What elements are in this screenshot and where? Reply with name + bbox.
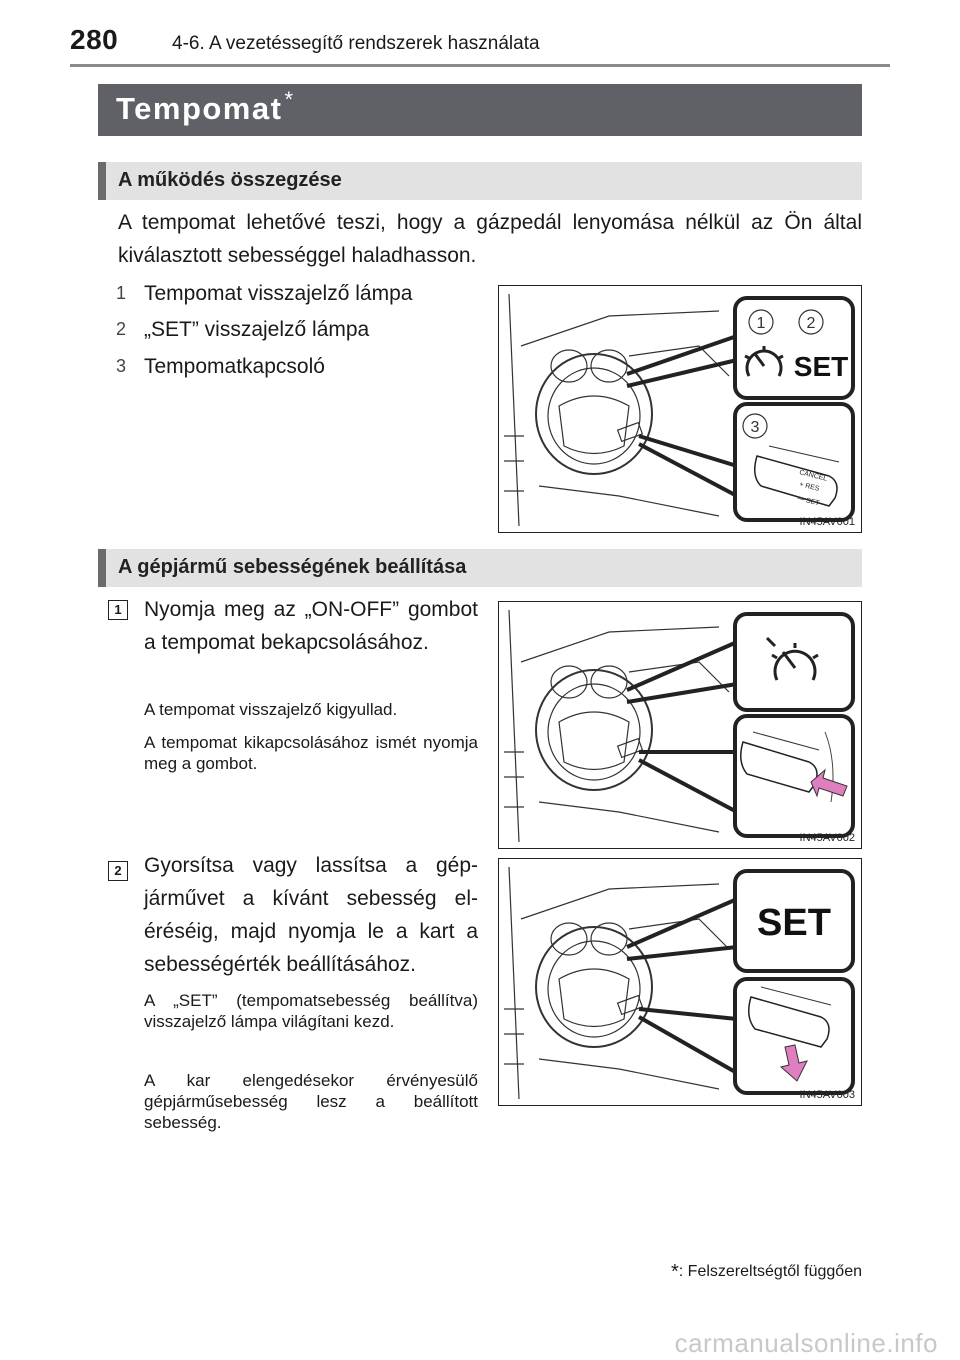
section-accent: [98, 549, 106, 587]
footnote: [671, 1259, 862, 1282]
figure-code: IN45AV001: [799, 516, 855, 528]
section-heading-text: A működés összegzése: [118, 169, 342, 191]
stalk-label: — SET: [796, 495, 821, 508]
figure-code: IN45AV002: [799, 832, 855, 844]
dashboard-illustration: [499, 859, 861, 1105]
set-indicator-text: SET: [757, 902, 831, 944]
section-heading-speed-setting: [98, 549, 862, 587]
step-note: A „SET” (tempomatsebesség beállítva) visszajelző lámpa világítani kezd.: [144, 991, 478, 1031]
chapter-title: 4-6. A vezetéssegítő rendszerek használata: [172, 33, 540, 54]
page-title-text: Tempomat: [116, 91, 283, 126]
dashboard-illustration: [499, 602, 861, 848]
item-number: 1: [115, 283, 126, 303]
step-note: A tempomat kikapcsolásához ismét nyomja meg a gombot.: [144, 733, 478, 773]
page-title: [116, 87, 295, 127]
stalk-label: + RES: [798, 481, 821, 493]
item-label: Tempomatkapcsoló: [144, 355, 325, 378]
dashboard-illustration: [499, 286, 861, 532]
item-label: „SET” visszajelző lámpa: [144, 318, 370, 341]
step-number: 2: [108, 861, 128, 881]
step-number: 1: [108, 600, 128, 620]
figure-on-off-button: [498, 601, 862, 849]
footnote-text: : Felszereltségtől függően: [678, 1263, 862, 1280]
watermark: carmanualsonline.info: [674, 1328, 938, 1358]
callout-number: 3: [750, 419, 760, 436]
intro-paragraph: A tempomat lehetővé teszi, hogy a gázpedál lenyomása nélkül az Ön által kiválasztott sebességgel haladhasson.: [118, 211, 862, 267]
section-heading-summary: [98, 162, 862, 200]
asterisk-icon: *: [670, 1261, 679, 1283]
step-note: A tempomat visszajelző kigyullad.: [144, 700, 398, 719]
step-note: A kar elengedésekor érvényesülő gépjárműsebesség lesz a beállított sebesség.: [144, 1071, 478, 1132]
set-indicator-text: SET: [793, 351, 849, 382]
asterisk-icon: *: [284, 87, 295, 112]
item-label: Tempomat visszajelző lámpa: [144, 282, 413, 305]
item-number: 2: [115, 319, 126, 339]
step-instruction: Nyomja meg az „ON-OFF” gombot a tempomat bekapcsolásához.: [144, 598, 478, 654]
section-accent: [98, 162, 106, 200]
title-bar: [98, 84, 862, 136]
item-number: 3: [115, 356, 126, 376]
section-heading-text: A gépjármű sebességének beállítása: [118, 556, 467, 578]
callout-number: 1: [756, 315, 766, 332]
figure-set-speed: [498, 858, 862, 1106]
header-divider: [70, 64, 890, 67]
step-instruction: Gyorsítsa vagy lassítsa a gépjárművet a kívánt sebesség eléréséig, majd nyomja le a kart a sebességérték beállításához.: [144, 854, 478, 976]
callout-number: 2: [806, 315, 816, 332]
stalk-label: CANCEL: [798, 469, 828, 483]
page-number: 280: [70, 24, 119, 55]
figure-code: IN45AV003: [799, 1089, 855, 1101]
figure-cockpit-overview: [498, 285, 862, 533]
